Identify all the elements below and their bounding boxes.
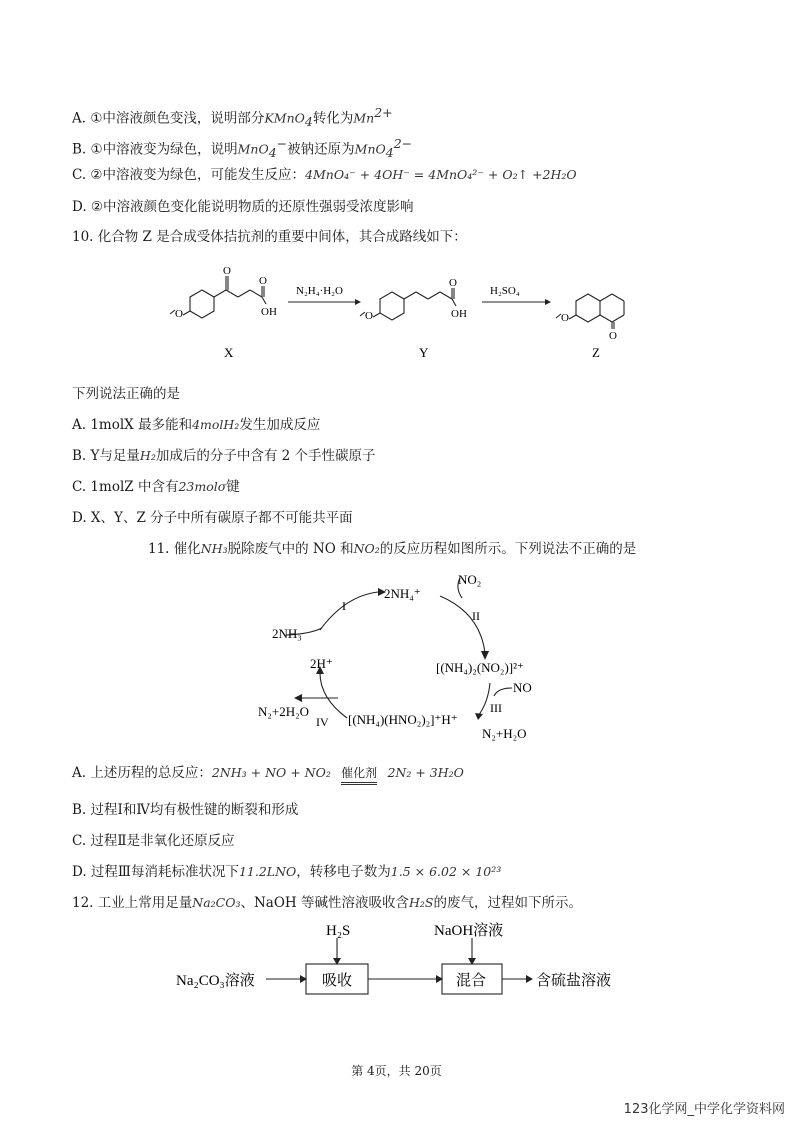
flow-naoh: NaOH溶液 xyxy=(434,923,504,939)
y-benzene-ring xyxy=(380,292,404,320)
cycle-no2: NO₂ xyxy=(458,572,482,587)
q9-option-b: B. ①中溶液变为绿色，说明MnO$_4$−被钠还原为MnO$_4^{2-}$ xyxy=(72,136,413,161)
cycle-step-ii: II xyxy=(472,609,480,623)
x-ketone-o: O xyxy=(223,265,231,277)
cycle-step-iii: III xyxy=(490,701,502,715)
q12-process-flow xyxy=(170,918,630,1003)
label-x: X xyxy=(224,345,234,360)
q11-reaction-cycle xyxy=(250,568,560,748)
flow-start: Na₂CO₃溶液 xyxy=(176,973,255,989)
x-methoxy-o: O xyxy=(175,308,183,320)
q10-option-c: C. 1molZ 中含有23molσ键 xyxy=(72,479,240,495)
q10-synthesis-scheme xyxy=(160,262,640,362)
z-ketone-o: O xyxy=(609,330,617,342)
label-z: Z xyxy=(592,345,600,360)
arc-step-ii xyxy=(440,596,485,653)
q11-stem: 11. 催化NH₃脱除废气中的 NO 和NO₂的反应历程如图所示。下列说法不正确的是 xyxy=(148,541,637,557)
arc-step-iii xyxy=(478,683,490,716)
q10-option-d: D. X、Y、Z 分子中所有碳原子都不可能共平面 xyxy=(72,510,353,526)
y-acid-o: O xyxy=(449,277,457,289)
q9-option-d: D. ②中溶液颜色变化能说明物质的还原性强弱受浓度影响 xyxy=(72,199,414,215)
q11-option-c: C. 过程Ⅱ是非氧化还原反应 xyxy=(72,833,235,849)
q12-stem: 12. 工业上常用足量Na₂CO₃、NaOH 等碱性溶液吸收含H₂S的废气，过程如下所示。 xyxy=(72,895,582,911)
cycle-prod2: N₂+H₂O xyxy=(482,726,527,741)
reagent-hydrazine: N₂H₄·H₂O xyxy=(296,285,343,297)
flow-box1: 吸收 xyxy=(322,973,353,989)
z-methoxy-o: O xyxy=(561,312,569,324)
x-acid-o: O xyxy=(259,275,267,287)
cycle-complex2: [(NH₄)(HNO₂)₂]⁺H⁺ xyxy=(348,712,458,727)
cycle-nh4: 2NH₄⁺ xyxy=(384,586,421,601)
y-acid-oh: OH xyxy=(451,308,467,320)
label-y: Y xyxy=(419,345,429,360)
q11-option-a: A. 上述历程的总反应：2NH₃ + NO + NO₂ 催化剂 2N₂ + 3H₂O xyxy=(72,764,464,785)
arc-step-iv xyxy=(320,673,347,718)
cycle-hplus: 2H⁺ xyxy=(310,656,333,671)
cycle-nh3: 2NH₃ xyxy=(272,626,302,641)
watermark: 123化学网_中学化学资料网 xyxy=(623,1102,785,1117)
x-acid-oh: OH xyxy=(261,306,277,318)
x-benzene-ring xyxy=(190,290,214,318)
cycle-no: NO xyxy=(513,680,532,695)
z-benzene-ring xyxy=(576,294,600,322)
cycle-complex1: [(NH₄)₂(NO₂)]²⁺ xyxy=(436,660,524,675)
flow-box2: 混合 xyxy=(456,973,487,989)
q9-option-c: C. ②中溶液变为绿色，可能发生反应：4MnO₄⁻ + 4OH⁻ = 4MnO₄²⁻ + O₂↑ +2H₂O xyxy=(72,167,577,183)
q10-stem: 10. 化合物 Z 是合成受体拮抗剂的重要中间体，其合成路线如下： xyxy=(72,229,467,245)
y-methoxy-o: O xyxy=(365,310,373,322)
q9-option-a: A. ①中溶液颜色变浅，说明部分KMnO$_4$转化为$Mn^{2+}$ xyxy=(72,105,393,130)
flow-h2s: H₂S xyxy=(326,923,351,939)
flow-end: 含硫盐溶液 xyxy=(536,973,612,989)
q11-option-d: D. 过程Ⅲ每消耗标准状况下11.2LNO，转移电子数为1.5 × 6.02 × 10²³ xyxy=(72,864,502,880)
reagent-sulfuric-acid: H₂SO₄ xyxy=(490,285,520,297)
q10-option-a: A. 1molX 最多能和4molH₂发生加成反应 xyxy=(72,417,321,433)
page-footer: 第 4页，共 20页 xyxy=(351,1064,442,1078)
cycle-step-iv: IV xyxy=(316,715,329,729)
q10-question: 下列说法正确的是 xyxy=(72,386,180,402)
arc-step-i xyxy=(320,592,378,630)
q11-option-b: B. 过程Ⅰ和Ⅳ均有极性键的断裂和形成 xyxy=(72,802,299,818)
q10-option-b: B. Y与足量H₂加成后的分子中含有 2 个手性碳原子 xyxy=(72,448,376,464)
cycle-step-i: I xyxy=(342,599,346,613)
cycle-prod1: N₂+2H₂O xyxy=(258,704,310,719)
